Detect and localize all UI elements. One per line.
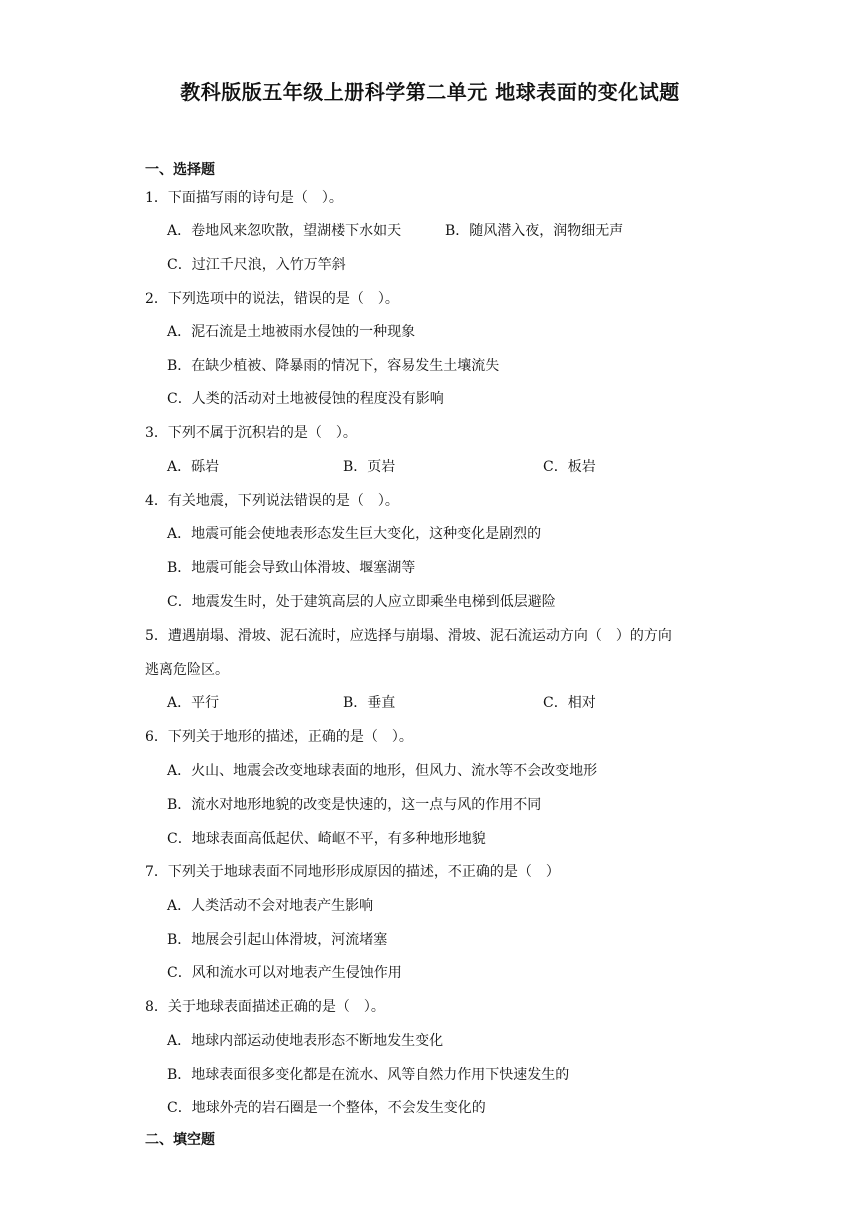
question-7-option-a: A．人类活动不会对地表产生影响 [167, 898, 374, 914]
question-7-option-b: B．地展会引起山体滑坡，河流堵塞 [167, 932, 388, 948]
question-2-option-b: B．在缺少植被、降暴雨的情况下，容易发生土壤流失 [167, 358, 500, 374]
question-3-option-a: A．砾岩 [167, 459, 220, 475]
question-6-option-c: C．地球表面高低起伏、崎岖不平，有多种地形地貌 [167, 831, 486, 847]
question-3-option-c: C．板岩 [543, 459, 596, 475]
question-2-option-c: C．人类的活动对土地被侵蚀的程度没有影响 [167, 391, 444, 407]
question-8-option-c: C．地球外壳的岩石圈是一个整体，不会发生变化的 [167, 1100, 486, 1116]
question-6-option-a: A．火山、地震会改变地球表面的地形，但风力、流水等不会改变地形 [167, 763, 598, 779]
question-5-option-a: A．平行 [167, 695, 220, 711]
question-5-option-c: C．相对 [543, 695, 596, 711]
question-4-option-c: C．地震发生时，处于建筑高层的人应立即乘坐电梯到低层避险 [167, 594, 556, 610]
question-2-stem: 2．下列选项中的说法，错误的是（ ）。 [145, 291, 399, 307]
question-1-option-c: C．过江千尺浪，入竹万竿斜 [167, 257, 346, 273]
question-5-option-b: B．垂直 [343, 695, 396, 711]
question-1-option-a: A．卷地风来忽吹散，望湖楼下水如天 [167, 223, 402, 239]
section-heading-fill-blank: 二、填空题 [145, 1132, 215, 1148]
question-4-option-b: B．地震可能会导致山体滑坡、堰塞湖等 [167, 560, 416, 576]
question-8-option-b: B．地球表面很多变化都是在流水、风等自然力作用下快速发生的 [167, 1067, 570, 1083]
question-5-stem: 5．遭遇崩塌、滑坡、泥石流时，应选择与崩塌、滑坡、泥石流运动方向（ ）的方向 [145, 628, 672, 644]
question-3-stem: 3．下列不属于沉积岩的是（ ）。 [145, 425, 357, 441]
question-2-option-a: A．泥石流是土地被雨水侵蚀的一种现象 [167, 324, 416, 340]
question-1-option-b: B．随风潜入夜，润物细无声 [445, 223, 624, 239]
question-7-option-c: C．风和流水可以对地表产生侵蚀作用 [167, 965, 402, 981]
question-1-stem: 1．下面描写雨的诗句是（ ）。 [145, 190, 343, 206]
question-8-stem: 8．关于地球表面描述正确的是（ ）。 [145, 999, 385, 1015]
question-6-stem: 6．下列关于地形的描述，正确的是（ ）。 [145, 729, 413, 745]
section-heading-choice: 一、选择题 [145, 162, 215, 178]
question-8-option-a: A．地球内部运动使地表形态不断地发生变化 [167, 1033, 444, 1049]
question-5-stem-continued: 逃离危险区。 [145, 662, 229, 678]
question-7-stem: 7．下列关于地球表面不同地形形成原因的描述，不正确的是（ ） [145, 864, 560, 880]
question-4-stem: 4．有关地震，下列说法错误的是（ ）。 [145, 493, 399, 509]
question-6-option-b: B．流水对地形地貌的改变是快速的，这一点与风的作用不同 [167, 797, 542, 813]
document-title: 教科版版五年级上册科学第二单元 地球表面的变化试题 [180, 80, 680, 104]
question-3-option-b: B．页岩 [343, 459, 396, 475]
question-4-option-a: A．地震可能会使地表形态发生巨大变化，这种变化是剧烈的 [167, 526, 542, 542]
